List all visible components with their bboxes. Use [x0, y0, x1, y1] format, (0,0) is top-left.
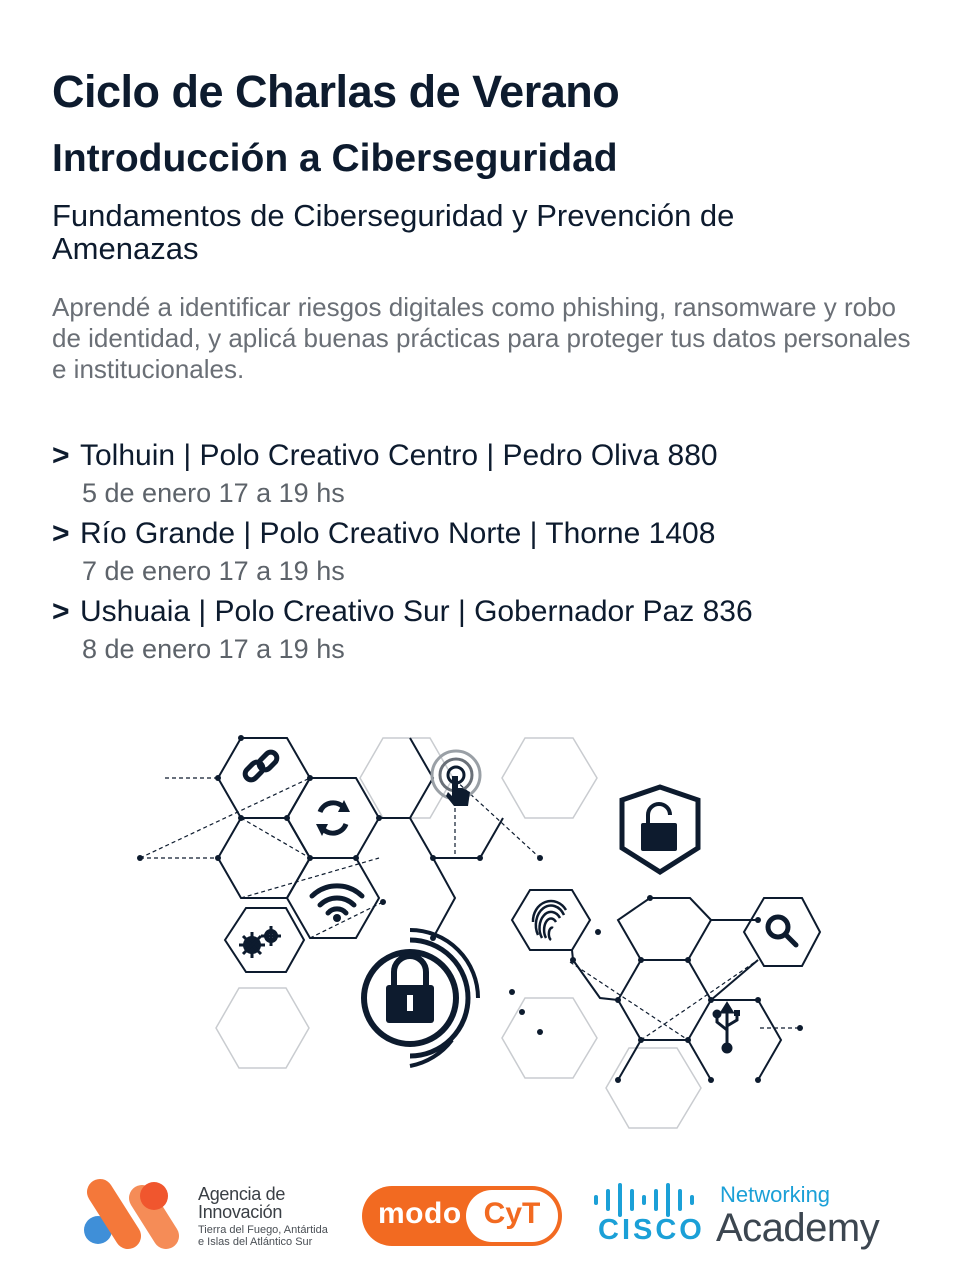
event-item	[52, 593, 932, 667]
event-item	[52, 515, 932, 589]
chevron-right-icon: >	[52, 439, 70, 472]
chevron-right-icon: >	[52, 517, 70, 550]
usb-icon	[714, 1004, 740, 1052]
agencia-logo-text	[198, 1185, 328, 1248]
course-title: Introducción a Ciberseguridad	[52, 137, 618, 180]
event-location: Tolhuin | Polo Creativo Centro | Pedro Oliva 880	[80, 439, 718, 472]
chevron-right-icon: >	[52, 595, 70, 628]
event-date: 7 de enero 17 a 19 hs	[82, 556, 345, 586]
gears-icon	[239, 926, 281, 958]
main-title: Ciclo de Charlas de Verano	[52, 66, 620, 117]
open-lock-shield-icon	[622, 787, 698, 872]
link-icon	[243, 750, 280, 783]
cyt-word: CyT	[483, 1197, 541, 1230]
event-item	[52, 437, 932, 511]
agencia-sub-line2: e Islas del Atlántico Sur	[198, 1236, 313, 1248]
cybersecurity-illustration	[0, 720, 960, 1140]
cyt-badge	[466, 1190, 558, 1242]
event-location: Ushuaia | Polo Creativo Sur | Gobernador Paz 836	[80, 595, 753, 628]
network-nodes	[137, 735, 803, 1083]
event-list	[52, 437, 932, 671]
event-date: 5 de enero 17 a 19 hs	[82, 478, 345, 508]
course-description: Aprendé a identificar riesgos digitales como phishing, ransomware y robo de identidad, y aplicá buenas prácticas para proteger tus datos personales e institucionales.	[52, 292, 911, 384]
academy-label: Academy	[716, 1206, 880, 1250]
fingerprint-icon	[533, 901, 566, 940]
touch-icon	[432, 751, 480, 806]
cisco-bridge-icon	[594, 1183, 694, 1217]
event-location: Río Grande | Polo Creativo Norte | Thorne 1408	[80, 517, 716, 550]
course-subtitle: Fundamentos de Ciberseguridad y Prevención de Amenazas	[52, 198, 735, 266]
networking-label: Networking	[720, 1182, 831, 1207]
cisco-wordmark: CISCO	[598, 1214, 705, 1246]
agencia-name-line2: Innovación	[198, 1202, 283, 1222]
agencia-sub-line1: Tierra del Fuego, Antártida	[198, 1224, 328, 1236]
modo-word: modo	[378, 1197, 462, 1230]
agencia-logo-mark	[84, 1182, 168, 1244]
padlock-icon	[364, 930, 478, 1066]
magnifier-icon	[768, 917, 796, 945]
refresh-icon	[316, 800, 350, 836]
agencia-name-line1: Agencia de	[198, 1184, 286, 1204]
modo-cyt-logo	[362, 1186, 562, 1246]
event-date: 8 de enero 17 a 19 hs	[82, 634, 345, 664]
